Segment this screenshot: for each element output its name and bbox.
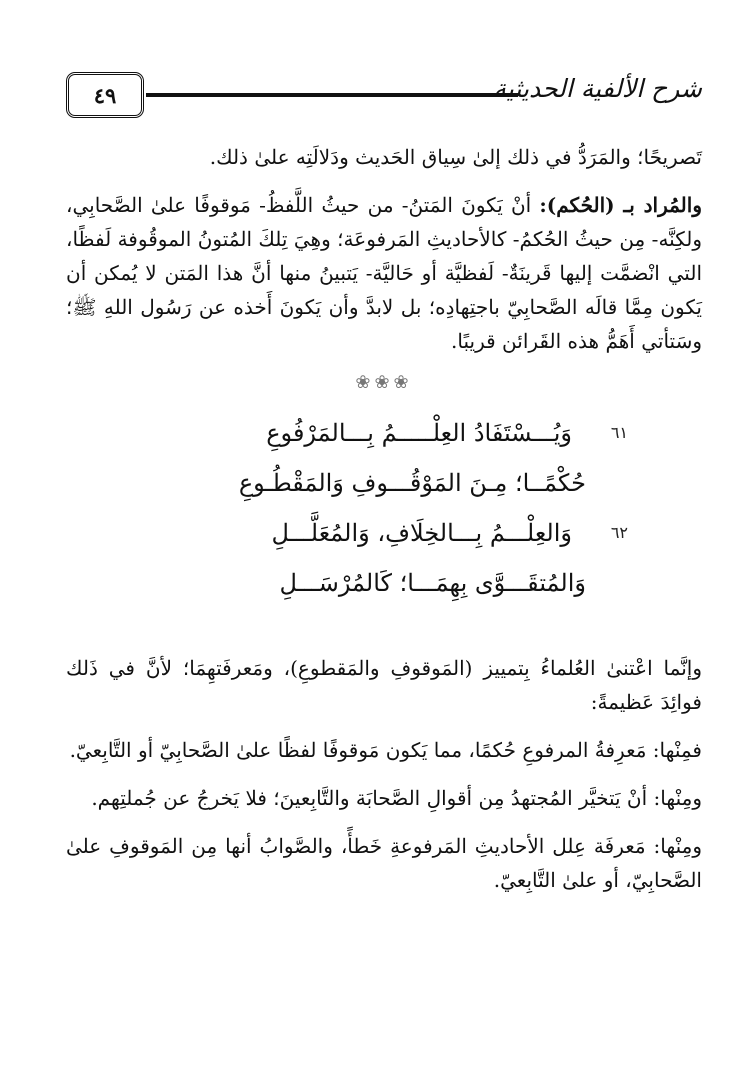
poem-verses <box>66 419 702 629</box>
definition-lead: والمُراد بـ (الحُكم): <box>539 193 702 217</box>
page-header <box>66 72 702 124</box>
section-ornament: ❀❀❀ <box>355 372 413 393</box>
verse-first-hemistich: وَالعِلْـــمُ بِـــالخِلَافِ، وَالمُعَلَّـــلِ <box>271 519 572 547</box>
header-rule <box>146 93 518 97</box>
verse-number: ٦٢ <box>610 523 628 542</box>
paragraph-benefits-intro: وإنَّما اعْتنىٰ العُلماءُ بِتمييز (المَوقوفِ والمَقطوعِ)، ومَعرفَتهِمَا؛ لأنَّ في ذَلك فوائِدَ عَظيمةً: <box>66 656 702 714</box>
verse-first-hemistich: وَيُـــسْتَفَادُ العِلْـــــمُ بِـــالمَرْفُوعِ <box>266 419 572 447</box>
page-body <box>66 140 702 911</box>
paragraph-benefit: فمِنْها: مَعرِفةُ المرفوعِ حُكمًا، مما يَكون مَوقوفًا لفظًا علىٰ الصَّحابِيّ أو التَّابِعيّ. <box>69 738 702 762</box>
paragraph-continuation: تَصريحًا؛ والمَرَدُّ في ذلك إلىٰ سِياق الحَديث ودَلالَتِه علىٰ ذلك. <box>209 145 702 169</box>
definition-body: أنْ يَكونَ المَتنُ- من حيثُ اللَّفظُ- مَوقوفًا علىٰ الصَّحابِي، ولكِنَّه- مِن حيثُ الحُكمُ- كالأحاديثِ المَرفوعَة؛ وهِيَ تِلكَ المُتونُ الموقُوفة لَفظًا، التي انْضمَّت إليها قَرينَةٌ- لَفظيَّة أو حَاليَّة- يَتبينُ منها أنَّ هذا المَتن لا يُمكن أن يَكون مِمَّا قالَه الصَّحابِيّ باجتِهادِه؛ بل لابدَّ وأن يَكونَ أَخذه عن رَسُول اللهِ ﷺ؛ وسَتأتي أَهَمُّ هذه القَرائن قريبًا. <box>66 193 702 353</box>
verse-second-hemistich: حُكْمًــا؛ مِـنَ المَوْقُـــوفِ وَالمَقْطُـوعِ <box>238 469 586 497</box>
page-number: ٤٩ <box>66 72 144 118</box>
paragraph-definition <box>66 188 702 358</box>
verse-second-hemistich: وَالمُتقَـــوَّى بِهِمَـــا؛ كَالمُرْسَـــلِ <box>279 569 586 597</box>
verse-number: ٦١ <box>610 423 628 442</box>
paragraph-benefit: ومِنْها: أنْ يَتخيَّر المُجتهدُ مِن أقوالِ الصَّحابَة والتَّابِعينَ؛ فلا يَخرجُ عن جُملتِهم. <box>91 786 702 810</box>
paragraph-benefit: ومِنْها: مَعرفَة عِلل الأحاديثِ المَرفوعةِ خَطأً، والصَّوابُ أنها مِن المَوقوفِ علىٰ الصَّحابِيّ، أو علىٰ التَّابِعيّ. <box>66 834 702 892</box>
book-title: شرح الألفية الحديثية <box>493 74 702 103</box>
